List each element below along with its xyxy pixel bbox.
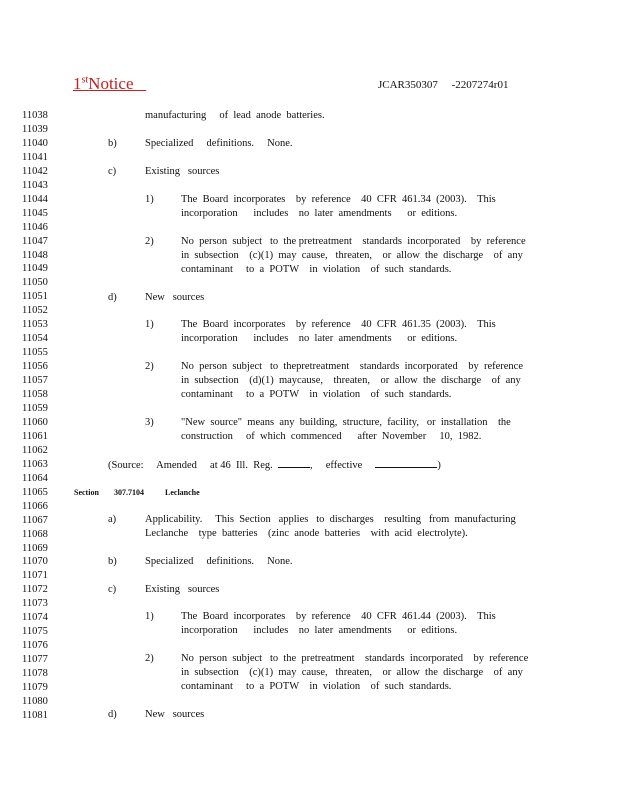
- text-line: Applicability. This Section applies to discharges resulting from manufacturing: [145, 514, 516, 525]
- line-number: 11049: [22, 263, 48, 275]
- line-number: 11071: [22, 570, 48, 582]
- line-number: 11042: [22, 165, 48, 177]
- line-number: 11061: [22, 430, 48, 442]
- text-line: contaminant to a POTW in violation of such standards.: [181, 389, 452, 400]
- text-line: manufacturing of lead anode batteries.: [145, 110, 325, 121]
- line-number: 11074: [22, 612, 48, 624]
- line-number: 11073: [22, 598, 48, 610]
- line-number: 11063: [22, 458, 48, 470]
- subsection-label: b): [108, 138, 117, 149]
- line-number: 11043: [22, 179, 48, 191]
- line-number: 11067: [22, 514, 48, 526]
- subsection-label: d): [108, 292, 117, 303]
- text-line: in subsection (c)(1) may cause, threaten, or allow the discharge of any: [181, 250, 523, 261]
- line-number: 11050: [22, 277, 48, 289]
- line-number: 11072: [22, 584, 48, 596]
- line-number: 11038: [22, 110, 48, 121]
- line-number: 11076: [22, 640, 48, 652]
- subsection-label: a): [108, 514, 117, 525]
- line-number: 11047: [22, 235, 48, 247]
- line-number: 11045: [22, 207, 48, 219]
- line-number: 11081: [22, 709, 48, 721]
- notice-word: Notice: [88, 74, 134, 93]
- text-line: incorporation includes no later amendments or editions.: [181, 625, 458, 636]
- text-line: No person subject to the pretreatment standards incorporated by reference: [181, 653, 529, 664]
- text-line: in subsection (c)(1) may cause, threaten, or allow the discharge of any: [181, 667, 523, 678]
- subsection-label: c): [108, 584, 117, 595]
- line-number: 11039: [22, 124, 48, 135]
- line-number: 11054: [22, 333, 48, 345]
- text-line: contaminant to a POTW in violation of such standards.: [181, 264, 452, 275]
- line-number: 11055: [22, 347, 48, 359]
- text-line: Leclanche type batteries (zinc anode batteries with acid electrolyte).: [145, 528, 468, 539]
- paragraph-label: 2): [145, 653, 154, 664]
- paragraph-label: 3): [145, 417, 154, 428]
- line-number: 11058: [22, 389, 48, 400]
- line-number: 11051: [22, 291, 48, 303]
- line-number: 11065: [22, 486, 48, 498]
- text-line: construction of which commenced after November 10, 1982.: [181, 431, 482, 442]
- line-number: 11052: [22, 305, 48, 317]
- notice-superscript: st: [81, 74, 89, 86]
- text-line: in subsection (d)(1) maycause, threaten, or allow the discharge of any: [181, 375, 521, 386]
- paragraph-label: 1): [145, 194, 154, 205]
- subsection-label: b): [108, 556, 117, 567]
- line-number: 11062: [22, 444, 48, 456]
- line-number: 11053: [22, 319, 48, 331]
- text-line: No person subject to the pretreatment standards incorporated by reference: [181, 236, 526, 247]
- line-number: 11064: [22, 472, 48, 484]
- source-note: [108, 457, 441, 473]
- line-number: 11079: [22, 681, 48, 693]
- source-note-effective: , effective: [310, 460, 363, 471]
- section-title: Leclanche: [165, 488, 200, 497]
- document-id: JCAR350307 -2207274r01: [378, 79, 509, 91]
- line-number: 11077: [22, 654, 48, 665]
- source-note-text: (Source: Amended at 46 Ill. Reg.: [108, 460, 273, 471]
- text-line: incorporation includes no later amendments or editions.: [181, 333, 458, 344]
- line-number: 11046: [22, 221, 48, 233]
- line-number: 11044: [22, 193, 48, 205]
- line-number: 11069: [22, 542, 48, 554]
- paragraph-label: 1): [145, 611, 154, 622]
- text-line: No person subject to thepretreatment standards incorporated by reference: [181, 361, 523, 372]
- section-number: 307.7104: [114, 488, 144, 497]
- text-line: New sources: [145, 709, 205, 720]
- line-number: 11041: [22, 151, 48, 163]
- line-number: 11075: [22, 626, 48, 638]
- line-number: 11066: [22, 500, 48, 512]
- line-number: 11068: [22, 528, 48, 540]
- register-page-blank: [278, 457, 310, 468]
- subsection-label: c): [108, 166, 117, 177]
- text-line: incorporation includes no later amendments or editions.: [181, 208, 458, 219]
- line-number: 11060: [22, 416, 48, 428]
- text-line: Existing sources: [145, 584, 220, 595]
- line-number: 11056: [22, 361, 48, 373]
- text-line: Existing sources: [145, 166, 220, 177]
- text-line: The Board incorporates by reference 40 CFR 461.44 (2003). This: [181, 611, 496, 622]
- text-line: New sources: [145, 292, 205, 303]
- paragraph-label: 2): [145, 361, 154, 372]
- text-line: "New source" means any building, structure, facility, or installation the: [181, 417, 511, 428]
- text-line: contaminant to a POTW in violation of such standards.: [181, 681, 452, 692]
- line-number: 11059: [22, 402, 48, 414]
- paragraph-label: 2): [145, 236, 154, 247]
- line-number: 11057: [22, 375, 48, 387]
- subsection-label: d): [108, 709, 117, 720]
- line-number: 11040: [22, 137, 48, 149]
- line-number: 11070: [22, 556, 48, 568]
- text-line: Specialized definitions. None.: [145, 556, 293, 567]
- text-line: The Board incorporates by reference 40 CFR 461.35 (2003). This: [181, 319, 496, 330]
- text-line: Specialized definitions. None.: [145, 138, 293, 149]
- line-number: 11048: [22, 249, 48, 261]
- line-number: 11078: [22, 668, 48, 679]
- effective-date-blank: [375, 457, 437, 468]
- section-label: Section: [74, 488, 99, 497]
- paragraph-label: 1): [145, 319, 154, 330]
- text-line: The Board incorporates by reference 40 CFR 461.34 (2003). This: [181, 194, 496, 205]
- notice-heading: [73, 74, 146, 94]
- line-number: 11080: [22, 695, 48, 707]
- notice-number: 1: [73, 74, 82, 93]
- source-note-close: ): [437, 460, 441, 471]
